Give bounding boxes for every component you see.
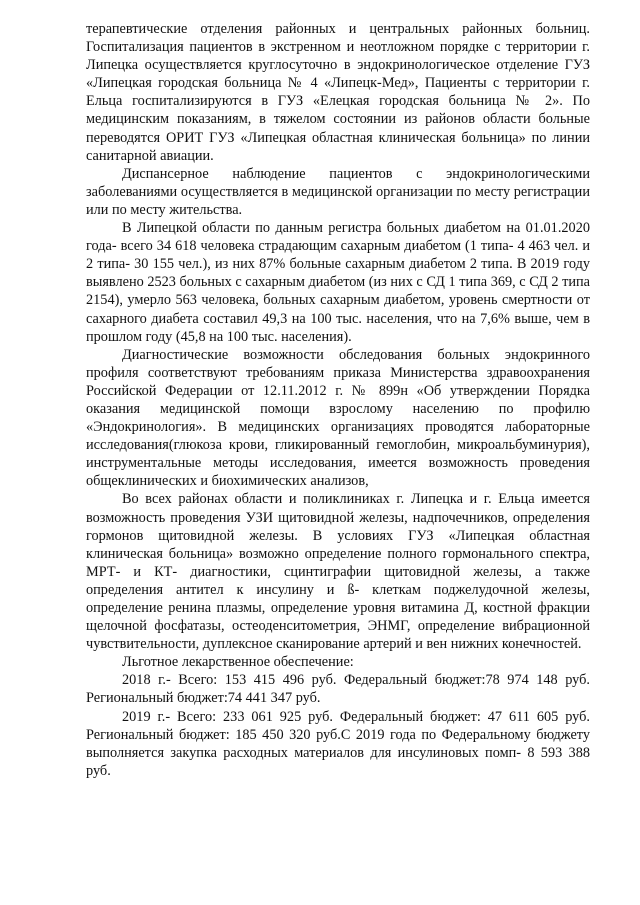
paragraph-hospitalization: терапевтические отделения районных и центральных районных больниц. Госпитализация пациентов в экстренном и неотложном порядке с территории г. Липецка осуществляется круглосуточно в эндокринологическое отделение ГУЗ «Липецкая городская больница № 4 «Липецк-Мед», Пациенты с территории г. Ельца госпитализируются в ГУЗ «Елецкая городская больница № 2». По медицинским показаниям, в тяжелом состоянии из районов области больные переводятся ОРИТ ГУЗ «Липецкая областная клиническая больница» по линии санитарной авиации. xyxy=(86,21,590,164)
paragraph-drug-provision-heading: Льготное лекарственное обеспечение: xyxy=(122,654,354,671)
paragraph-dispensary-observation: Диспансерное наблюдение пациентов с эндокринологическими заболеваниями осуществляется в медицинской организации по месту регистрации или по месту жительства. xyxy=(86,165,590,218)
paragraph-funding-2018: 2018 г.- Всего: 153 415 496 руб. Федеральный бюджет:78 974 148 руб. Региональный бюджет:74 441 347 руб. xyxy=(86,672,590,707)
paragraph-diagnostic-capabilities: Диагностические возможности обследования больных эндокринного профиля соответствуют требованиям приказа Министерства здравоохранения Российской Федерации от 12.11.2012 г. № 899н «Об утверждении Порядка оказания медицинской помощи взрослому населению по профилю «Эндокринология». В медицинских организациях проводятся лабораторные исследования(глюкоза крови, гликированный гемоглобин, микроальбуминурия), инструментальные методы исследования, имеется возможность проведения общеклинических и биохимических анализов, xyxy=(86,346,590,490)
document-page xyxy=(86,20,590,780)
paragraph-ultrasound-and-tests: Во всех районах области и поликлиниках г. Липецка и г. Ельца имеется возможность проведения УЗИ щитовидной железы, надпочечников, определения гормонов щитовидной железы. В условиях ГУЗ «Липецкая областная клиническая больница» возможно определение полного гормонального спектра, МРТ- и КТ- диагностики, сцинтиграфии щитовидной железы, а также определения антител к инсулину и ß- клеткам поджелудочной железы, определение ренина плазмы, определение уровня витамина Д, костной фракции щелочной фосфатазы, остеоденситометрия, ЭНМГ, определение вибрационной чувствительности, дуплексное сканирование артерий и вен нижних конечностей. xyxy=(86,491,590,653)
paragraph-funding-2019: 2019 г.- Всего: 233 061 925 руб. Федеральный бюджет: 47 611 605 руб. Региональный бюджет: 185 450 320 руб.С 2019 года по Федеральному бюджету выполняется закупка расходных материалов для инсулиновых помп- 8 593 388 руб. xyxy=(86,708,590,779)
paragraph-diabetes-registry: В Липецкой области по данным регистра больных диабетом на 01.01.2020 года- всего 34 618 человека страдающим сахарным диабетом (1 типа- 4 463 чел. и 2 типа- 30 155 чел.), из них 87% больные сахарным диабетом 2 типа. В 2019 году выявлено 2523 больных с сахарным диабетом (из них с СД 1 типа 369, с СД 2 типа 2154), умерло 563 человека, больных сахарным диабетом, уровень смертности от сахарного диабета составил 49,3 на 100 тыс. населения, что на 7,6% выше, чем в прошлом году (45,8 на 100 тыс. населения). xyxy=(86,220,590,345)
